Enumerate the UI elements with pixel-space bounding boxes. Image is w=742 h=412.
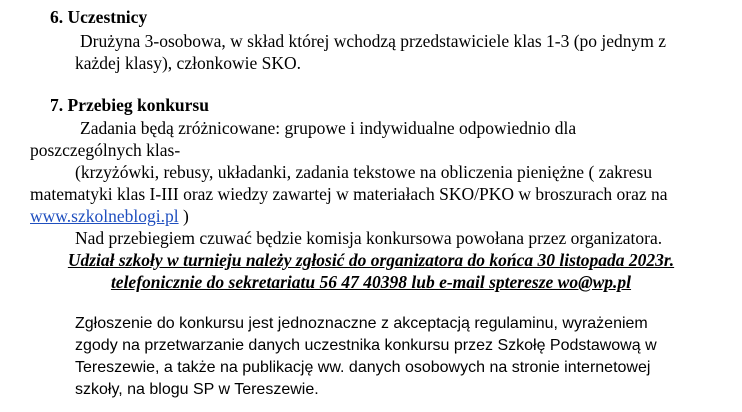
section-6-heading: 6. Uczestnicy xyxy=(50,7,148,27)
registration-notice-line-2: telefonicznie do sekretariatu 56 47 40398 lub e-mail spteresze wo@wp.pl xyxy=(110,272,632,292)
closing-line-1: Zgłoszenie do konkursu jest jednoznaczne z akceptacją regulaminu, wyrażeniem xyxy=(75,315,648,332)
section-6-line-1: Drużyna 3-osobowa, w skład której wchodzą przedstawiciele klas 1-3 (po jednym z xyxy=(80,31,667,51)
section-7-heading: 7. Przebieg konkursu xyxy=(50,95,209,115)
registration-notice-line-1: Udział szkoły w turnieju należy zgłosić do organizatora do końca 30 listopada 2023r. xyxy=(67,250,675,270)
closing-line-3: Tereszewie, a także na publikację ww. danych osobowych na stronie internetowej xyxy=(75,359,651,376)
closing-line-4: szkoły, na blogu SP w Tereszewie. xyxy=(75,381,319,398)
szkolneblogi-link[interactable]: www.szkolneblogi.pl xyxy=(30,206,179,226)
section-7-line-4: matematyki klas I-III oraz wiedzy zawartej w materiałach SKO/PKO w broszurach oraz na xyxy=(30,184,668,204)
section-7-line-1: Zadania będą zróżnicowane: grupowe i indywidualne odpowiednio dla xyxy=(80,118,577,138)
section-7-link-line xyxy=(30,205,189,227)
link-closing-paren: ) xyxy=(178,206,189,226)
section-7-line-3: (krzyżówki, rebusy, układanki, zadania tekstowe na obliczenia pieniężne ( zakresu xyxy=(75,162,653,182)
closing-line-2: zgody na przetwarzanie danych uczestnika konkursu przez Szkołę Podstawową w xyxy=(75,337,657,354)
section-7-line-5: Nad przebiegiem czuwać będzie komisja konkursowa powołana przez organizatora. xyxy=(75,228,663,248)
section-6-line-2: każdej klasy), członkowie SKO. xyxy=(75,53,301,73)
section-7-line-2: poszczególnych klas- xyxy=(30,140,181,160)
